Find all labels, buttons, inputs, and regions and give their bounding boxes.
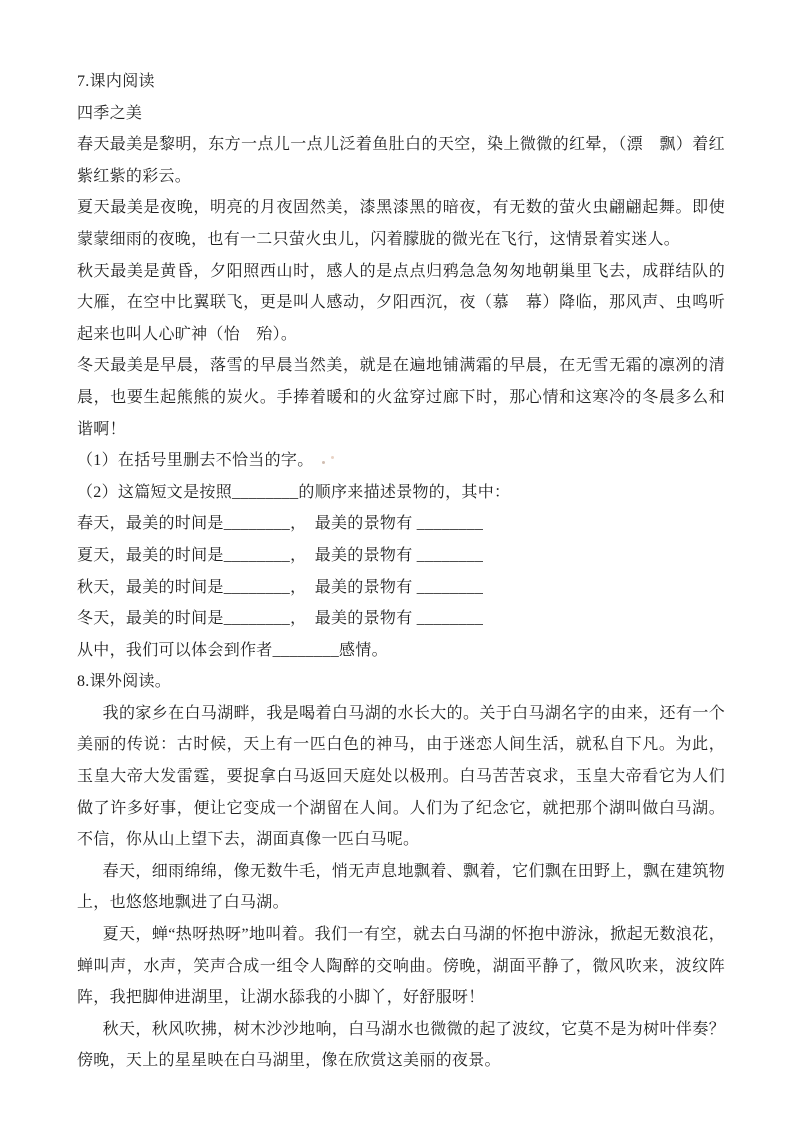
blank-line-spring: 春天，最美的时间是________， 最美的景物有 ________ bbox=[77, 515, 484, 533]
section8-heading: 8.课外阅读。 bbox=[77, 673, 172, 691]
section7-heading: 7.课内阅读 bbox=[77, 73, 155, 90]
scan-smudge-artifact bbox=[322, 456, 336, 466]
lake-paragraph-summer: 夏天，蝉“热呀热呀”地叫着。我们一有空，就去白马湖的怀抱中游泳，掀起无数浪花，蝉叫声，水声，笑声合成一组令人陶醉的交响曲。傍晚，湖面平静了，微风吹来，波纹阵阵，我把脚伸进湖里，让湖水舔我的小脚丫，好舒服呀！ bbox=[77, 926, 725, 1007]
passage-paragraph-winter: 冬天最美是早晨，落雪的早晨当然美，就是在遍地铺满霜的早晨，在无雪无霜的凛冽的清晨，也要生起熊熊的炭火。手捧着暖和的火盆穿过廊下时，那心情和这寒冷的冬晨多么和谐啊！ bbox=[77, 357, 725, 438]
question-1-text: （1）在括号里删去不恰当的字。 bbox=[77, 452, 314, 470]
question-2: （2）这篇短文是按照________的顺序来描述景物的，其中： bbox=[77, 483, 511, 501]
blank-line-summer: 夏天，最美的时间是________， 最美的景物有 ________ bbox=[77, 546, 484, 564]
passage-paragraph-spring: 春天最美是黎明，东方一点儿一点儿泛着鱼肚白的天空，染上微微的红晕，（漂 飘）着红紫红紫的彩云。 bbox=[77, 136, 725, 185]
blank-line-winter: 冬天，最美的时间是________， 最美的景物有 ________ bbox=[77, 610, 484, 628]
question-1 bbox=[77, 445, 725, 477]
blank-line-autumn: 秋天，最美的时间是________， 最美的景物有 ________ bbox=[77, 578, 484, 596]
lake-paragraph-spring: 春天，细雨绵绵，像无数牛毛，悄无声息地飘着、飘着，它们飘在田野上，飘在建筑物上，也悠悠地飘进了白马湖。 bbox=[77, 862, 725, 912]
passage-paragraph-autumn: 秋天最美是黄昏，夕阳照西山时，感人的是点点归鸦急急匆匆地朝巢里飞去，成群结队的大雁，在空中比翼联飞，更是叫人感动，夕阳西沉，夜（慕 幕）降临，那风声、虫鸣听起来也叫人心旷神（怡 殆）。 bbox=[77, 262, 725, 343]
passage-title: 四季之美 bbox=[77, 104, 143, 122]
lake-paragraph-intro: 我的家乡在白马湖畔，我是喝着白马湖的水长大的。关于白马湖名字的由来，还有一个美丽的传说：古时候，天上有一匹白色的神马，由于迷恋人间生活，就私自下凡。为此，玉皇大帝大发雷霆，要捉拿白马返回天庭处以极刑。白马苦苦哀求，玉皇大帝看它为人们做了许多好事，便让它变成一个湖留在人间。人们为了纪念它，就把那个湖叫做白马湖。不信，你从山上望下去，湖面真像一匹白马呢。 bbox=[77, 704, 725, 849]
lake-paragraph-autumn: 秋天，秋风吹拂，树木沙沙地响，白马湖水也微微的起了波纹，它莫不是为树叶伴奏？傍晚，天上的星星映在白马湖里，像在欣赏这美丽的夜景。 bbox=[77, 1020, 725, 1070]
passage-paragraph-summer: 夏天最美是夜晚，明亮的月夜固然美，漆黑漆黑的暗夜，有无数的萤火虫翩翩起舞。即使蒙蒙细雨的夜晚，也有一二只萤火虫儿，闪着朦胧的微光在飞行，这情景着实迷人。 bbox=[77, 199, 725, 248]
conclusion-blank-line: 从中，我们可以体会到作者________感情。 bbox=[77, 641, 388, 659]
